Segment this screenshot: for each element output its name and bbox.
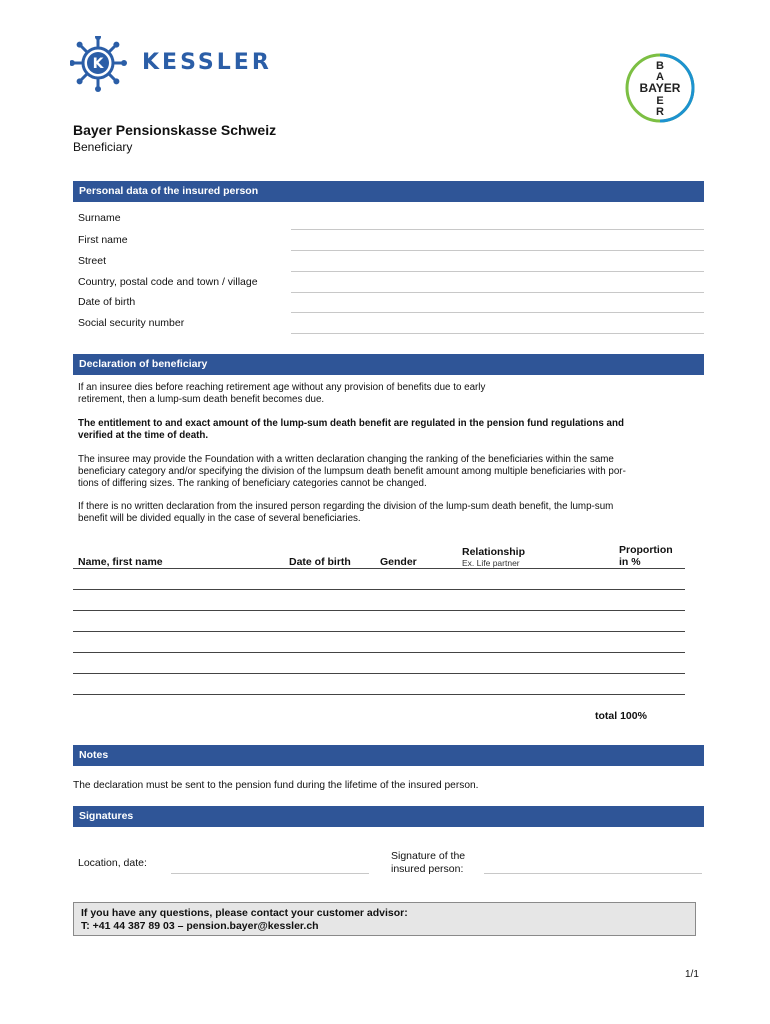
label-street: Street: [78, 255, 107, 267]
contact-box: [73, 902, 696, 936]
country-postal-town-input-line[interactable]: [291, 292, 704, 293]
column-header-gender: Gender: [380, 556, 417, 568]
bayer-letter: E: [656, 95, 664, 107]
section-header-declaration: Declaration of beneficiary: [73, 354, 704, 375]
bayer-letter: B: [656, 60, 664, 72]
column-header-relationship-hint: Ex. Life partner: [462, 558, 520, 568]
bayer-letter: R: [656, 106, 664, 118]
bayer-horizontal: BAYER: [639, 81, 681, 95]
declaration-paragraph-4: If there is no written declaration from the insured person regarding the division of the lump-sum death benefit, the lump-sum benefit will be divided equally in the case of several beneficiaries.: [78, 501, 614, 524]
label-date-of-birth: Date of birth: [78, 296, 136, 308]
column-header-proportion: Proportion: [619, 544, 673, 556]
contact-line-2: T: +41 44 387 89 03 – pension.bayer@kessler.ch: [81, 920, 319, 932]
signature-input-line[interactable]: [484, 873, 702, 874]
total-label: total 100%: [595, 710, 647, 722]
contact-line-1: If you have any questions, please contact your customer advisor:: [81, 907, 408, 919]
bayer-logo: [624, 52, 696, 124]
label-country-postal-town: Country, postal code and town / village: [78, 276, 258, 288]
date-of-birth-input-line[interactable]: [291, 312, 704, 313]
table-row[interactable]: [73, 610, 685, 611]
page-subtitle: Beneficiary: [73, 140, 133, 154]
kessler-logo-letter: K: [92, 56, 104, 72]
section-header-notes: Notes: [73, 745, 704, 766]
page-number: 1/1: [685, 969, 699, 980]
table-row[interactable]: [73, 694, 685, 695]
social-security-input-line[interactable]: [291, 333, 704, 334]
column-header-relationship: Relationship: [462, 546, 526, 558]
label-social-security: Social security number: [78, 317, 185, 329]
bayer-letter: A: [656, 71, 664, 83]
surname-input-line[interactable]: [291, 229, 704, 230]
location-date-label: Location, date:: [78, 857, 147, 869]
column-header-dob: Date of birth: [289, 556, 351, 568]
table-header-rule: [73, 568, 685, 569]
label-surname: Surname: [78, 212, 121, 224]
signature-label: Signature of the insured person:: [391, 850, 466, 875]
table-row[interactable]: [73, 631, 685, 632]
notes-text: The declaration must be sent to the pension fund during the lifetime of the insured person.: [73, 780, 479, 791]
first-name-input-line[interactable]: [291, 250, 704, 251]
section-header-signatures: Signatures: [73, 806, 704, 827]
table-row[interactable]: [73, 652, 685, 653]
table-row[interactable]: [73, 673, 685, 674]
table-row[interactable]: [73, 589, 685, 590]
declaration-paragraph-3: The insuree may provide the Foundation with a written declaration changing the ranking of the beneficiaries within the same beneficiary category and/or specifying the division of the lumpsum death benefit amount among multiple beneficiaries with por- tions of differing sizes. The ranking of beneficiary categories cannot be changed.: [78, 454, 626, 489]
label-first-name: First name: [78, 234, 128, 246]
page-title: Bayer Pensionskasse Schweiz: [73, 122, 277, 138]
declaration-paragraph-1: If an insuree dies before reaching retirement age without any provision of benefits due to early retirement, then a lump-sum death benefit becomes due.: [78, 382, 486, 405]
column-header-name: Name, first name: [78, 556, 163, 568]
section-header-personal: Personal data of the insured person: [73, 181, 704, 202]
street-input-line[interactable]: [291, 271, 704, 272]
column-header-proportion-unit: in %: [619, 556, 641, 568]
kessler-wordmark: KESSLER: [142, 50, 272, 75]
declaration-paragraph-2: The entitlement to and exact amount of the lump-sum death benefit are regulated in the pension fund regulations and verified at the time of death.: [78, 418, 624, 441]
location-date-input-line[interactable]: [171, 873, 369, 874]
